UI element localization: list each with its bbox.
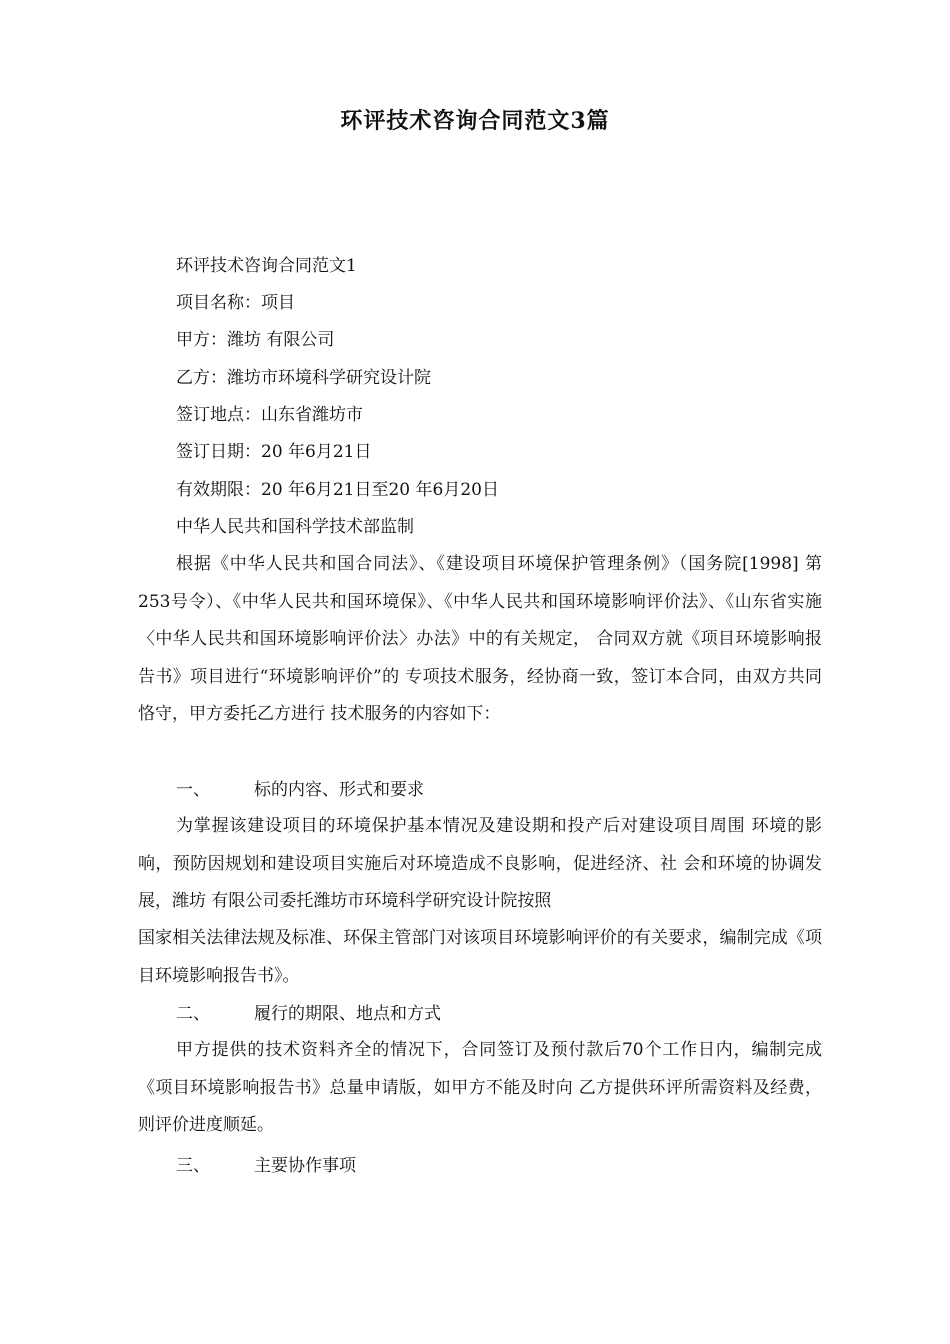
section-heading-2 — [176, 1002, 441, 1026]
section-number-1: 一、 — [176, 780, 210, 800]
section-number-3: 三、 — [176, 1156, 210, 1176]
section-body-1-continued: 国家相关法律法规及标准、环保主管部门对该项目环境影响评价的有关要求，编制完成《项目环境影响报告书》。 — [138, 928, 822, 986]
section-title-1: 标的内容、形式和要求 — [254, 780, 424, 800]
field-valid-period: 有效期限：20 年6月21日至20 年6月20日 — [176, 480, 499, 500]
field-sign-place: 签订地点：山东省潍坊市 — [176, 405, 363, 425]
section-body-2: 甲方提供的技术资料齐全的情况下，合同签订及预付款后70个工作日内，编制完成《项目环境影响报告书》总量申请版，如甲方不能及时向 乙方提供环评所需资料及经费，则评价进度顺延。 — [138, 1040, 822, 1136]
document-title: 环评技术咨询合同范文3篇 — [340, 108, 610, 134]
section-number-2: 二、 — [176, 1004, 210, 1024]
field-party-a: 甲方：潍坊 有限公司 — [176, 330, 335, 350]
section-title-3: 主要协作事项 — [254, 1156, 356, 1176]
field-party-b: 乙方：潍坊市环境科学研究设计院 — [176, 368, 431, 388]
section-body-1: 为掌握该建设项目的环境保护基本情况及建设期和投产后对建设项目周围 环境的影响，预防因规划和建设项目实施后对环境造成不良影响，促进经济、社 会和环境的协调发展，潍坊 有限公司委托潍坊市环境科学研究设计院按照 — [138, 816, 822, 912]
field-project-name: 项目名称：项目 — [176, 293, 295, 313]
field-sign-date: 签订日期：20 年6月21日 — [176, 442, 372, 462]
section-heading-3 — [176, 1154, 356, 1178]
section-heading-1 — [176, 778, 424, 802]
intro-paragraph: 根据《中华人民共和国合同法》、《建设项目环境保护管理条例》（国务院[1998] 第253号令）、《中华人民共和国环境保》、《中华人民共和国环境影响评价法》、《山东省实施〈中华人民共和国环境影响评价法〉办法》中的有关规定， 合同双方就《项目环境影响报告书》项目进行“环境影响评价”的 专项技术服务，经协商一致，签订本合同，由双方共同恪守，甲方委托乙方进行 技术服务的内容如下： — [138, 554, 822, 725]
section-title-2: 履行的期限、地点和方式 — [254, 1004, 441, 1024]
field-supervisor: 中华人民共和国科学技术部监制 — [176, 517, 414, 537]
contract-subtitle: 环评技术咨询合同范文1 — [176, 256, 357, 276]
